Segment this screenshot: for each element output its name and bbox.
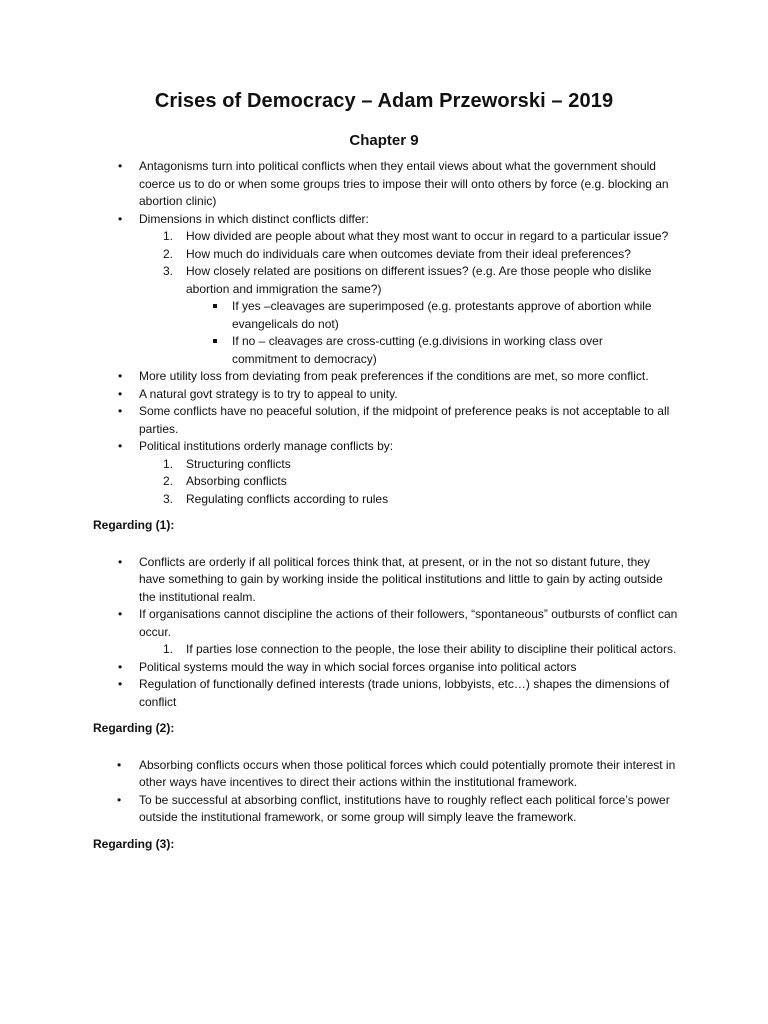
list-item: • More utility loss from deviating from peak preferences if the conditions are met, so more conflict. [139,368,679,386]
list-item: 3. How closely related are positions on different issues? (e.g. Are those people who dislike abortion and immigration the same?) If yes –cleavages are superimposed (e.g. protestants approve of abortion while evangelicals do not) If no – cleavages are cross-cutting (e.g.divisions in working class over commitment to democracy) [186,263,678,368]
numbered-list [139,456,679,509]
list-item: 1. How divided are people about what they most want to occur in regard to a particular issue? [163,229,669,243]
list-item: 1. If parties lose connection to the people, the lose their ability to discipline their political actors. [163,642,677,656]
list-item: 2. How much do individuals care when outcomes deviate from their ideal preferences? [163,246,631,261]
list-item: • Some conflicts have no peaceful solution, if the midpoint of preference peaks is not acceptable to all parties. [139,403,679,438]
list-item: • If organisations cannot discipline the actions of their followers, “spontaneous” outbursts of conflict can occur. 1. If parties lose connection to the people, the lose their ability to discipline their political actors. [139,606,679,659]
list-item: • Political systems mould the way in which social forces organise into political actors [139,659,679,677]
document-body [0,158,768,853]
intro-bullet-list [0,158,768,508]
section-heading-2: Regarding (2): [93,721,175,735]
list-item: • Regulation of functionally defined interests (trade unions, lobbyists, etc…) shapes the dimensions of conflict [139,676,679,711]
list-item: • To be successful at absorbing conflict, institutions have to roughly reflect each political force’s power outside the institutional framework, or some group will simply leave the framework. [139,792,679,827]
square-bullet-list [186,298,678,368]
list-item: If yes –cleavages are superimposed (e.g. protestants approve of abortion while evangelicals do not) [232,298,662,333]
list-item: • Antagonisms turn into political conflicts when they entail views about what the government should coerce us to do or when some groups tries to impose their will onto others by force (e.g. blocking an abortion clinic) [139,158,679,211]
section-heading-3: Regarding (3): [93,836,175,851]
section2-bullet-list [0,757,768,827]
list-item: If no – cleavages are cross-cutting (e.g.divisions in working class over commitment to democracy) [232,333,662,368]
list-item: • A natural govt strategy is to try to appeal to unity. [139,386,679,404]
list-item: 1. Structuring conflicts [163,456,291,471]
numbered-list [139,641,679,659]
list-item: • Conflicts are orderly if all political forces think that, at present, or in the not so distant future, they have something to gain by working inside the political institutions and little to gain by acting outside the institutional realm. [139,554,679,607]
section-heading-1: Regarding (1): [93,518,175,532]
chapter-heading: Chapter 9 [349,132,419,149]
document-title: Crises of Democracy – Adam Przeworski – 2019 [154,90,614,112]
section1-bullet-list [0,554,768,712]
list-item: • Dimensions in which distinct conflicts differ: 1. How divided are people about what they most want to occur in regard to a particular issue? 2. How much do individuals care when outcomes deviate from their ideal preferences? 3. How closely related are positions on different issues? (e.g. Are those people who dislike abortion and immigration the same?) If yes –cleavages are superimposed (e.g. protestants approve of abortion while evangelicals do not) If no – cleavages are cross-cutting (e.g.divisions in working class over commitment to democracy) [139,211,679,369]
list-item: 3. Regulating conflicts according to rules [163,491,389,506]
list-item: • Absorbing conflicts occurs when those political forces which could potentially promote their interest in other ways have incentives to direct their actions within the institutional framework. [139,757,679,792]
list-item: 2. Absorbing conflicts [163,474,287,488]
numbered-list [139,228,679,368]
list-item: • Political institutions orderly manage conflicts by: 1. Structuring conflicts 2. Absorbing conflicts 3. Regulating conflicts according to rules [139,438,679,508]
